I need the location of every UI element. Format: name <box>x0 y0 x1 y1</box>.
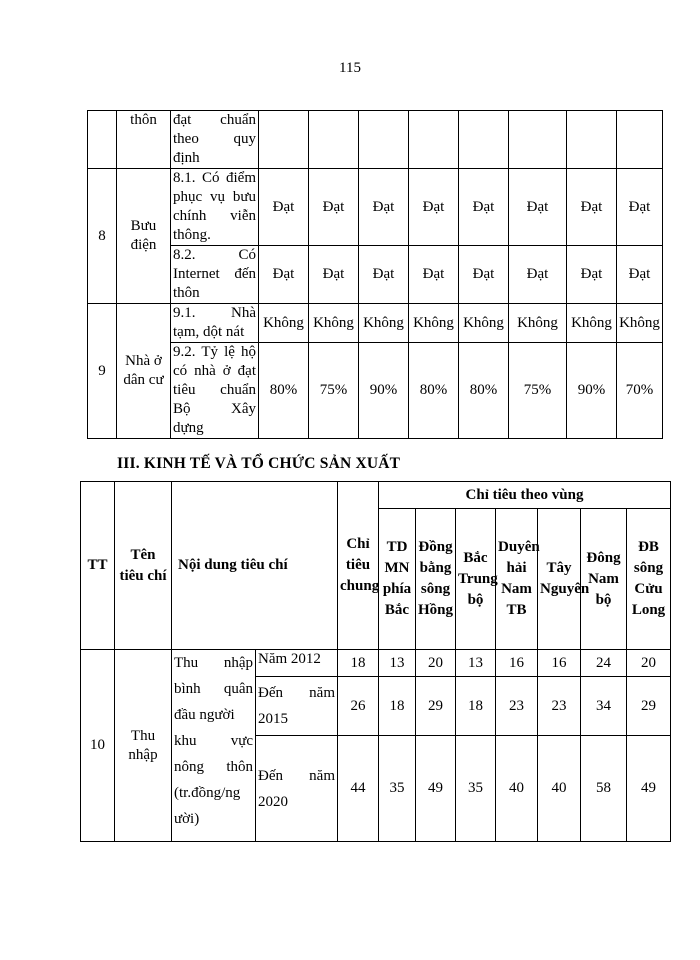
value-cell: Đạt <box>567 169 617 246</box>
table-row <box>88 169 663 246</box>
header-region: TD MN phía Bắc <box>379 509 416 650</box>
value-cell: 49 <box>416 736 456 842</box>
row-number: 9 <box>88 304 117 439</box>
value-cell: Không <box>309 304 359 343</box>
value-cell: 90% <box>567 343 617 439</box>
row-number: 10 <box>81 650 115 842</box>
table-row <box>88 343 663 439</box>
value-cell: Không <box>567 304 617 343</box>
header-region: Đồng bằng sông Hồng <box>416 509 456 650</box>
header-by-region: Chỉ tiêu theo vùng <box>379 482 671 509</box>
value-cell: 29 <box>627 677 671 736</box>
economy-table <box>80 481 671 842</box>
value-cell: 80% <box>409 343 459 439</box>
value-cell: Không <box>259 304 309 343</box>
header-row <box>81 482 671 509</box>
header-name: Tên tiêu chí <box>115 482 172 650</box>
value-cell: 34 <box>581 677 627 736</box>
value-cell: 16 <box>496 650 538 677</box>
infrastructure-table <box>87 110 663 439</box>
value-cell: Không <box>509 304 567 343</box>
value-cell: 35 <box>456 736 496 842</box>
value-cell: Đạt <box>509 246 567 304</box>
criterion-content: Thu nhập bình quân đầu người khu vực nông thôn (tr.đồng/ng ười) <box>172 650 256 842</box>
value-cell: Không <box>617 304 663 343</box>
value-cell: 44 <box>338 736 379 842</box>
header-general: Chỉ tiêu chung <box>338 482 379 650</box>
value-cell: 75% <box>509 343 567 439</box>
value-cell: 18 <box>456 677 496 736</box>
value-cell: 49 <box>627 736 671 842</box>
header-tt: TT <box>81 482 115 650</box>
value-cell: Đạt <box>459 246 509 304</box>
table-row <box>81 650 671 677</box>
value-cell: 26 <box>338 677 379 736</box>
value-cell: Đạt <box>259 246 309 304</box>
value-cell: 20 <box>627 650 671 677</box>
value-cell: 75% <box>309 343 359 439</box>
value-cell: 13 <box>379 650 416 677</box>
row-number: 8 <box>88 169 117 304</box>
value-cell: 18 <box>338 650 379 677</box>
value-cell: 16 <box>538 650 581 677</box>
criterion-name: thôn <box>117 111 171 169</box>
table-row <box>88 111 663 169</box>
value-cell: 80% <box>459 343 509 439</box>
value-cell: Đạt <box>459 169 509 246</box>
criterion-content: đạt chuẩn theo quy định <box>171 111 259 169</box>
value-cell: Đạt <box>359 246 409 304</box>
value-cell: Đạt <box>617 246 663 304</box>
period-cell: Năm 2012 <box>256 650 338 677</box>
value-cell: Đạt <box>409 169 459 246</box>
value-cell: Không <box>459 304 509 343</box>
header-region: Bắc Trung bộ <box>456 509 496 650</box>
header-content: Nội dung tiêu chí <box>172 482 338 650</box>
value-cell: 80% <box>259 343 309 439</box>
criterion-content: 8.2. Có Internet đến thôn <box>171 246 259 304</box>
value-cell: 23 <box>538 677 581 736</box>
criterion-name: Nhà ở dân cư <box>117 304 171 439</box>
table-row <box>88 304 663 343</box>
value-cell: Không <box>409 304 459 343</box>
criterion-name: Bưu điện <box>117 169 171 304</box>
header-region: Đông Nam bộ <box>581 509 627 650</box>
value-cell: Đạt <box>567 246 617 304</box>
value-cell: Đạt <box>309 246 359 304</box>
value-cell: 18 <box>379 677 416 736</box>
value-cell: 70% <box>617 343 663 439</box>
value-cell: 13 <box>456 650 496 677</box>
page-number: 115 <box>339 60 361 76</box>
value-cell: 29 <box>416 677 456 736</box>
value-cell: 90% <box>359 343 409 439</box>
criterion-content: 9.2. Tỷ lệ hộ có nhà ở đạt tiêu chuẩn Bộ Xây dựng <box>171 343 259 439</box>
criterion-content: 9.1. Nhà tạm, dột nát <box>171 304 259 343</box>
table-row <box>88 246 663 304</box>
value-cell: 23 <box>496 677 538 736</box>
value-cell: Không <box>359 304 409 343</box>
value-cell: Đạt <box>259 169 309 246</box>
value-cell: 35 <box>379 736 416 842</box>
value-cell: Đạt <box>509 169 567 246</box>
criterion-content: 8.1. Có điểm phục vụ bưu chính viễn thông. <box>171 169 259 246</box>
value-cell: 40 <box>538 736 581 842</box>
criterion-name: Thu nhập <box>115 650 172 842</box>
header-region: Duyên hải Nam TB <box>496 509 538 650</box>
header-region: ĐB sông Cửu Long <box>627 509 671 650</box>
section-heading: III. KINH TẾ VÀ TỔ CHỨC SẢN XUẤT <box>117 455 401 472</box>
value-cell: 58 <box>581 736 627 842</box>
period-cell: Đến năm 2020 <box>256 736 338 842</box>
value-cell: Đạt <box>309 169 359 246</box>
value-cell: 40 <box>496 736 538 842</box>
period-cell: Đến năm 2015 <box>256 677 338 736</box>
header-region: Tây Nguyên <box>538 509 581 650</box>
value-cell: 20 <box>416 650 456 677</box>
value-cell: Đạt <box>359 169 409 246</box>
value-cell: Đạt <box>617 169 663 246</box>
value-cell: 24 <box>581 650 627 677</box>
value-cell: Đạt <box>409 246 459 304</box>
